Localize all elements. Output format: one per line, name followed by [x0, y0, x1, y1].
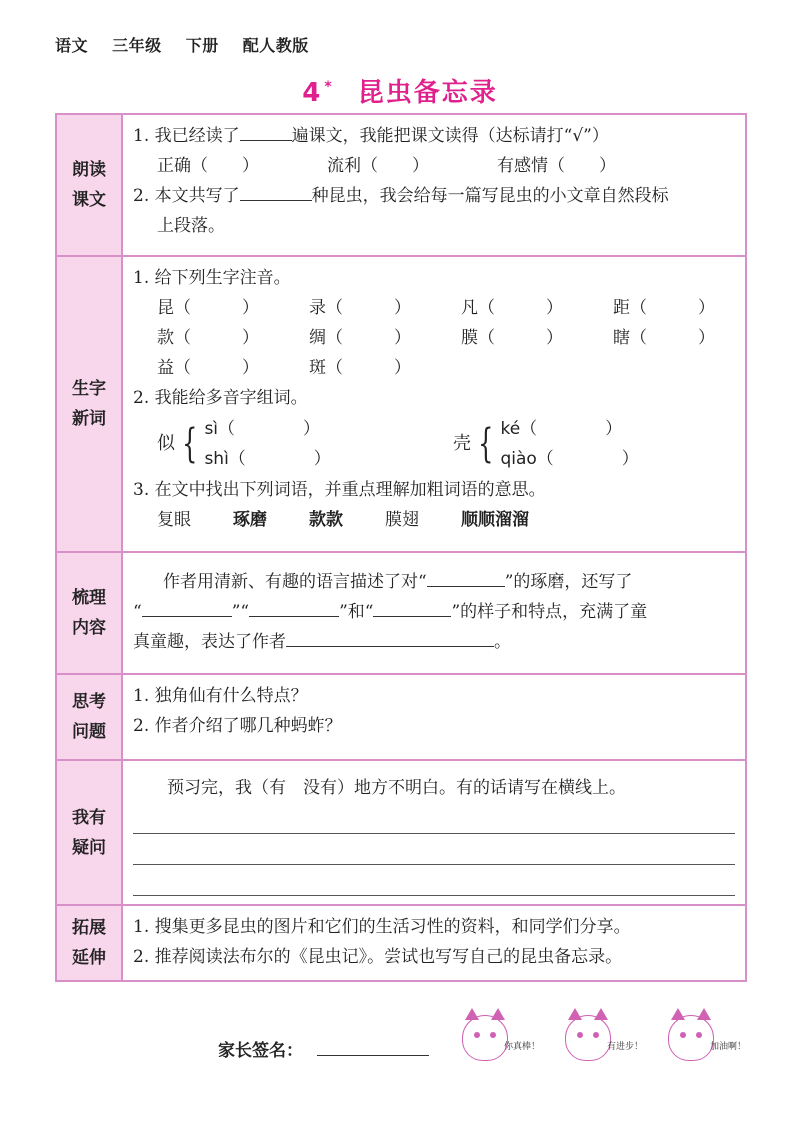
char-pinyin-field[interactable]: 款（ ）	[157, 328, 259, 348]
section-label-questions: 我有 疑问	[56, 760, 122, 905]
blank-insect-3[interactable]	[373, 598, 451, 617]
char-pinyin-field[interactable]: 昆（ ）	[157, 298, 259, 318]
edition: 配人教版	[242, 36, 309, 55]
page-header	[55, 33, 327, 56]
grade: 三年级	[112, 36, 162, 55]
blank-read-count[interactable]	[240, 122, 292, 141]
char-pinyin-field[interactable]: 录（ ）	[309, 298, 411, 318]
stamp-great[interactable]: 你真棒！	[462, 1015, 546, 1063]
cat-icon	[668, 1015, 714, 1061]
polyphone-field[interactable]: ké（ ）	[500, 419, 623, 439]
blank-object[interactable]	[427, 568, 505, 587]
char-pinyin-field[interactable]: 瞎（ ）	[613, 328, 715, 348]
polyphone-si: 似 { sì（ ） shì（ ）	[157, 414, 453, 474]
parent-signature: 家长签名：	[218, 1036, 429, 1061]
polyphone-field[interactable]: shì（ ）	[204, 449, 331, 469]
answer-line[interactable]	[133, 803, 735, 834]
stamp-progress[interactable]: 有进步！	[565, 1015, 649, 1063]
option-expressive[interactable]: 有感情（ ）	[497, 156, 616, 176]
char-pinyin-field[interactable]: 绸（ ）	[309, 328, 411, 348]
term: 复眼	[157, 510, 191, 530]
lesson-number: 4	[302, 78, 323, 108]
section-label-words: 生字 新词	[56, 256, 122, 552]
worksheet-table	[55, 113, 747, 982]
section-label-reading: 朗读 课文	[56, 114, 122, 256]
blank-insect-1[interactable]	[142, 598, 232, 617]
term-bold: 款款	[309, 510, 343, 530]
cat-icon	[565, 1015, 611, 1061]
term-bold: 顺顺溜溜	[461, 510, 529, 530]
lesson-name: 昆虫备忘录	[357, 78, 498, 108]
term: 膜翅	[385, 510, 419, 530]
char-pinyin-field[interactable]: 益（ ）	[157, 358, 259, 378]
section-label-extend: 拓展 延伸	[56, 905, 122, 981]
brace-icon: {	[182, 421, 198, 467]
lesson-title	[0, 72, 800, 109]
polyphone-field[interactable]: sì（ ）	[204, 419, 321, 439]
section-label-think: 思考 问题	[56, 674, 122, 760]
section-think: 思考 问题 1. 独角仙有什么特点？ 2. 作者介绍了哪几种蚂蚱？	[56, 674, 746, 760]
lesson-mark: *	[324, 79, 334, 96]
blank-insect-count[interactable]	[240, 182, 312, 201]
cat-icon	[462, 1015, 508, 1061]
answer-line[interactable]	[133, 834, 735, 865]
section-extend: 拓展 延伸 1. 搜集更多昆虫的图片和它们的生活习性的资料，和同学们分享。 2. 推荐阅读法布尔的《昆虫记》。尝试也写写自己的昆虫备忘录。	[56, 905, 746, 981]
section-reading: 朗读 课文 1. 我已经读了 遍课文，我能把课文读得（达标请打“√”） 正确（ ） 流利（ ） 有感情（ ） 2. 本文共写了 种昆虫，我会给每一篇写昆虫的小文章自然段标 上段落。	[56, 114, 746, 256]
brace-icon: {	[478, 421, 494, 467]
polyphone-ke: 壳 { ké（ ） qiào（ ）	[453, 414, 639, 474]
option-fluent[interactable]: 流利（ ）	[327, 156, 429, 176]
blank-insect-2[interactable]	[249, 598, 339, 617]
answer-line[interactable]	[133, 865, 735, 896]
char-pinyin-field[interactable]: 膜（ ）	[461, 328, 563, 348]
subject: 语文	[55, 36, 89, 55]
section-label-summary: 梳理 内容	[56, 552, 122, 674]
option-correct[interactable]: 正确（ ）	[157, 156, 259, 176]
char-pinyin-field[interactable]: 凡（ ）	[461, 298, 563, 318]
blank-feeling[interactable]	[286, 628, 494, 647]
section-summary: 梳理 内容 作者用清新、有趣的语言描述了对“ ”的琢磨，还写了 “ ”“ ”和“ ”的样子和特点，充满了童 真童趣，表达了作者 。	[56, 552, 746, 674]
signature-field[interactable]	[317, 1037, 429, 1056]
char-pinyin-field[interactable]: 距（ ）	[613, 298, 715, 318]
section-words: 生字 新词 1. 给下列生字注音。 昆（ ） 录（ ） 凡（ ） 距（ ） 款（ ） 绸（ ） 膜（ ） 瞎（ ） 益（ ） 斑（ ） 2. 我能给多音字组词。 似 { sì（ ） shì（ ） 壳 { ké（ ） qiào（ ） 3. 在文中找出下列词语，并重点理解加粗词语的意思。 复眼 琢磨 款款 膜翅 顺顺溜溜	[56, 256, 746, 552]
polyphone-field[interactable]: qiào（ ）	[500, 449, 639, 469]
section-questions: 我有 疑问 预习完，我（有 没有）地方不明白。有的话请写在横线上。	[56, 760, 746, 905]
char-pinyin-field[interactable]: 斑（ ）	[309, 358, 411, 378]
term-bold: 琢磨	[233, 510, 267, 530]
term: 下册	[185, 36, 219, 55]
stamp-cheer[interactable]: 加油啊！	[668, 1015, 752, 1063]
